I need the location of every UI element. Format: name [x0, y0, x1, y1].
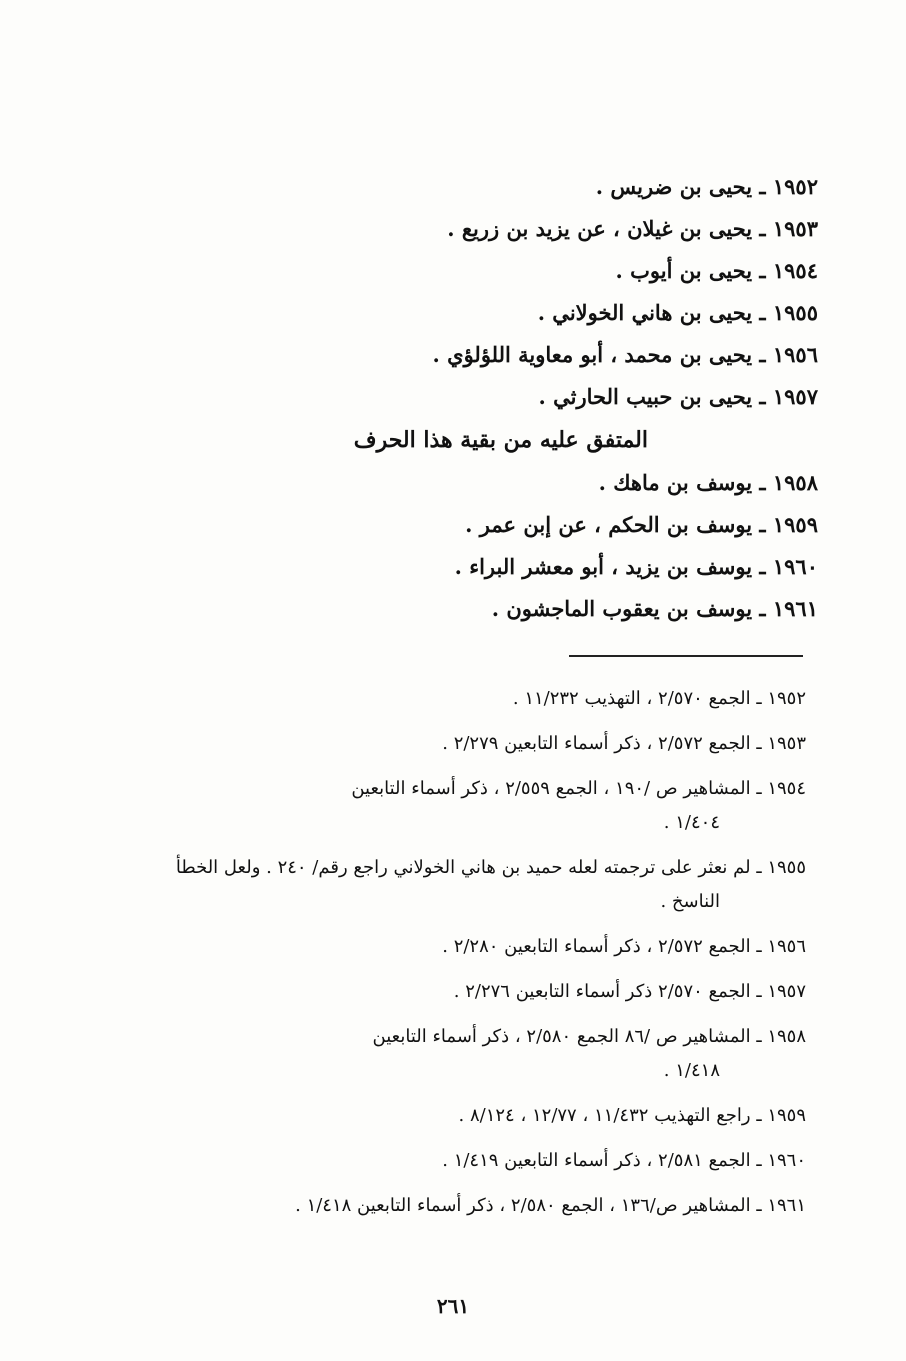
entry-1959: ١٩٥٩ ـ يوسف بن الحكم ، عن إبن عمر .	[465, 512, 818, 537]
footnote-text: ١٩٥٥ ـ لم نعثر على ترجمته لعله حميد بن هاني الخولاني راجع رقم/ ٢٤٠ . ولعل الخطأ	[175, 857, 806, 878]
entry-1956: ١٩٥٦ ـ يحيى بن محمد ، أبو معاوية اللؤلؤي .	[432, 342, 818, 367]
footnote-text: ١٩٥٣ ـ الجمع ٢/٥٧٢ ، ذكر أسماء التابعين ٢/٢٧٩ .	[442, 733, 806, 754]
entry-1960: ١٩٦٠ ـ يوسف بن يزيد ، أبو معشر البراء .	[454, 554, 818, 579]
footnote-text: ١٩٥٤ ـ المشاهير ص /١٩٠ ، الجمع ٢/٥٥٩ ، ذكر أسماء التابعين	[351, 778, 806, 799]
entry-1954: ١٩٥٤ ـ يحيى بن أيوب .	[615, 258, 818, 283]
footnote-1959	[116, 1093, 806, 1138]
entry-1957: ١٩٥٧ ـ يحيى بن حبيب الحارثي .	[538, 384, 818, 409]
footnote-1952	[116, 676, 806, 721]
page-number: ٢٦١	[436, 1294, 470, 1318]
footnote-text: ١٩٦١ ـ المشاهير ص/١٣٦ ، الجمع ٢/٥٨٠ ، ذكر أسماء التابعين ١/٤١٨ .	[295, 1195, 806, 1216]
footnote-1958	[116, 1014, 806, 1093]
entry-1953: ١٩٥٣ ـ يحيى بن غيلان ، عن يزيد بن زريع .	[447, 216, 818, 241]
entry-1958: ١٩٥٨ ـ يوسف بن ماهك .	[598, 470, 818, 495]
main-text	[298, 166, 818, 630]
footnote-1956	[116, 924, 806, 969]
footnote-1960	[116, 1138, 806, 1183]
footnote-1953	[116, 721, 806, 766]
footnote-continuation: ١/٤٠٤ .	[663, 812, 720, 833]
entry-1955: ١٩٥٥ ـ يحيى بن هاني الخولاني .	[537, 300, 818, 325]
entry-1961: ١٩٦١ ـ يوسف بن يعقوب الماجشون .	[491, 596, 818, 621]
footnote-1957	[116, 969, 806, 1014]
footnote-text: ١٩٦٠ ـ الجمع ٢/٥٨١ ، ذكر أسماء التابعين ١/٤١٩ .	[442, 1150, 806, 1171]
footnote-divider	[569, 655, 803, 657]
footnote-continuation: الناسخ .	[660, 891, 720, 912]
footnote-1955	[116, 845, 806, 924]
footnotes	[116, 676, 806, 1228]
footnote-continuation: ١/٤١٨ .	[663, 1060, 720, 1081]
footnote-1954	[116, 766, 806, 845]
entry-1952: ١٩٥٢ ـ يحيى بن ضريس .	[595, 174, 818, 199]
footnote-1961	[116, 1183, 806, 1228]
section-heading: المتفق عليه من بقية هذا الحرف	[353, 427, 648, 453]
footnote-text: ١٩٥٩ ـ راجع التهذيب ١١/٤٣٢ ، ١٢/٧٧ ، ٨/١٢٤ .	[458, 1105, 806, 1126]
footnote-text: ١٩٥٢ ـ الجمع ٢/٥٧٠ ، التهذيب ١١/٢٣٢ .	[512, 688, 806, 709]
footnote-text: ١٩٥٧ ـ الجمع ٢/٥٧٠ ذكر أسماء التابعين ٢/٢٧٦ .	[453, 981, 806, 1002]
footnote-text: ١٩٥٨ ـ المشاهير ص /٨٦ الجمع ٢/٥٨٠ ، ذكر أسماء التابعين	[372, 1026, 806, 1047]
footnote-text: ١٩٥٦ ـ الجمع ٢/٥٧٢ ، ذكر أسماء التابعين ٢/٢٨٠ .	[442, 936, 806, 957]
